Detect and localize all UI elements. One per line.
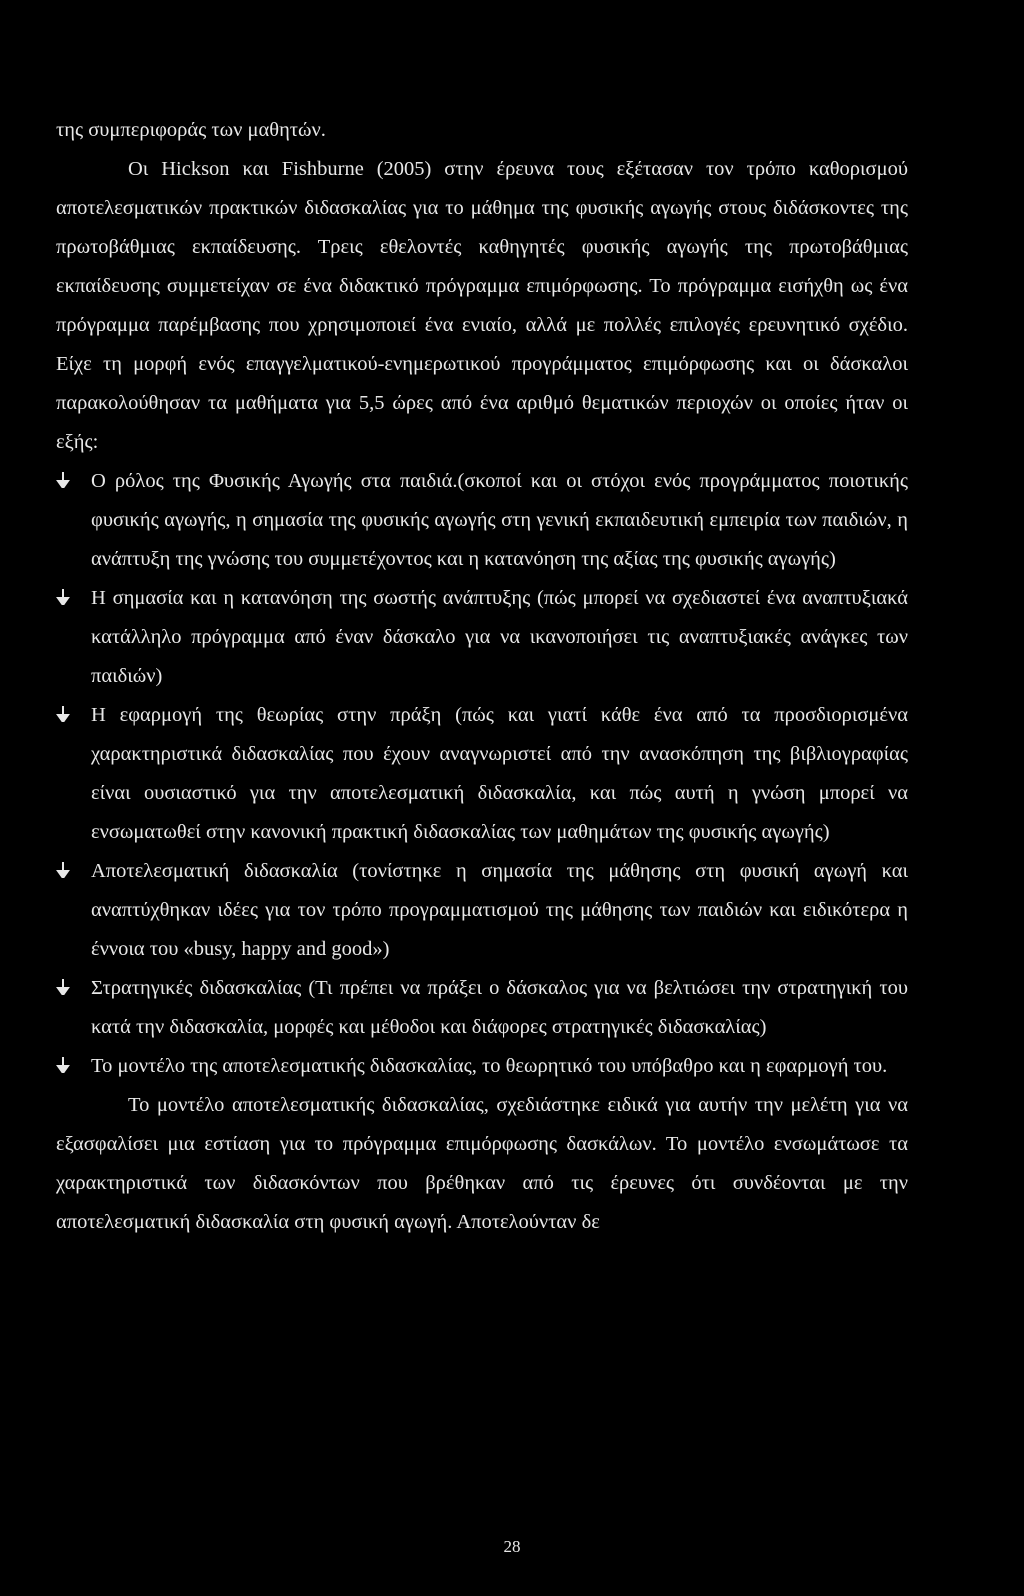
page-number: 28 [503, 1537, 521, 1556]
list-item [56, 1047, 908, 1086]
list-item [56, 969, 908, 1047]
arrow-tip-bullet-icon [56, 472, 70, 488]
paragraph-hickson-fishburne: Οι Hickson και Fishburne (2005) στην έρευνα τους εξέτασαν τον τρόπο καθορισμού αποτελεσματικών πρακτικών διδασκαλίας για το μάθημα της φυσικής αγωγής στους διδάσκοντες της πρωτοβάθμιας εκπαίδευσης. Τρεις εθελοντές καθηγητές φυσικής αγωγής της πρωτοβάθμιας εκπαίδευσης συμμετείχαν σε ένα διδακτικό πρόγραμμα επιμόρφωσης. Το πρόγραμμα εισήχθη ως ένα πρόγραμμα παρέμβασης που χρησιμοποιεί ένα ενιαίο, αλλά με πολλές επιλογές ερευνητικό σχέδιο. Είχε τη μορφή ενός επαγγελματικού-ενημερωτικού προγράμματος επιμόρφωσης και οι δάσκαλοι παρακολούθησαν τα μαθήματα για 5,5 ώρες από ένα αριθμό θεματικών περιοχών οι οποίες ήταν οι εξής: [56, 158, 908, 453]
document-page [56, 111, 908, 1242]
arrow-tip-bullet-icon [56, 862, 70, 878]
list-item-text: Στρατηγικές διδασκαλίας (Τι πρέπει να πράξει ο δάσκαλος για να βελτιώσει την στρατηγική του κατά την διδασκαλία, μορφές και μέθοδοι και διάφορες στρατηγικές διδασκαλίας) [91, 977, 908, 1038]
list-item [56, 462, 908, 579]
list-item-text: Ο ρόλος της Φυσικής Αγωγής στα παιδιά.(σκοποί και οι στόχοι ενός προγράμματος ποιοτικής φυσικής αγωγής, η σημασία της φυσικής αγωγής στη γενική εκπαιδευτική εμπειρία των παιδιών, η ανάπτυξη της γνώσης του συμμετέχοντος και η κατανόηση της αξίας της φυσικής αγωγής) [91, 470, 908, 570]
list-item-text: Το μοντέλο της αποτελεσματικής διδασκαλίας, το θεωρητικό του υπόβαθρο και η εφαρμογή του. [91, 1055, 888, 1077]
list-item-text: Η εφαρμογή της θεωρίας στην πράξη (πώς και γιατί κάθε ένα από τα προσδιορισμένα χαρακτηριστικά διδασκαλίας που έχουν αναγνωριστεί από την ανασκόπηση της βιβλιογραφίας είναι ουσιαστικό για την αποτελεσματική διδασκαλία, και πώς αυτή η γνώση μπορεί να ενσωματωθεί στην κανονική πρακτική διδασκαλίας των μαθημάτων της φυσικής αγωγής) [91, 704, 908, 843]
paragraph-model: Το μοντέλο αποτελεσματικής διδασκαλίας, σχεδιάστηκε ειδικά για αυτήν την μελέτη για να εξασφαλίσει μια εστίαση για το πρόγραμμα επιμόρφωσης δασκάλων. Το μοντέλο ενσωμάτωσε τα χαρακτηριστικά των διδασκόντων που βρέθηκαν από τις έρευνες ότι συνδέονται με την αποτελεσματική διδασκαλία στη φυσική αγωγή. Αποτελούνταν δε [56, 1094, 908, 1233]
list-item-text: Αποτελεσματική διδασκαλία (τονίστηκε η σημασία της μάθησης στη φυσική αγωγή και αναπτύχθηκαν ιδέες για τον τρόπο προγραμματισμού της μάθησης των παιδιών και ειδικότερα η έννοια του «busy, happy and good») [91, 860, 908, 960]
arrow-tip-bullet-icon [56, 979, 70, 995]
list-item [56, 696, 908, 852]
arrow-tip-bullet-icon [56, 706, 70, 722]
topic-list [56, 462, 908, 1086]
list-item [56, 579, 908, 696]
list-item [56, 852, 908, 969]
list-item-text: Η σημασία και η κατανόηση της σωστής ανάπτυξης (πώς μπορεί να σχεδιαστεί ένα αναπτυξιακά κατάλληλο πρόγραμμα από έναν δάσκαλο για να ικανοποιήσει τις αναπτυξιακές ανάγκες των παιδιών) [91, 587, 908, 687]
arrow-tip-bullet-icon [56, 589, 70, 605]
paragraph-continuation: της συμπεριφοράς των μαθητών. [56, 119, 326, 141]
arrow-tip-bullet-icon [56, 1057, 70, 1073]
